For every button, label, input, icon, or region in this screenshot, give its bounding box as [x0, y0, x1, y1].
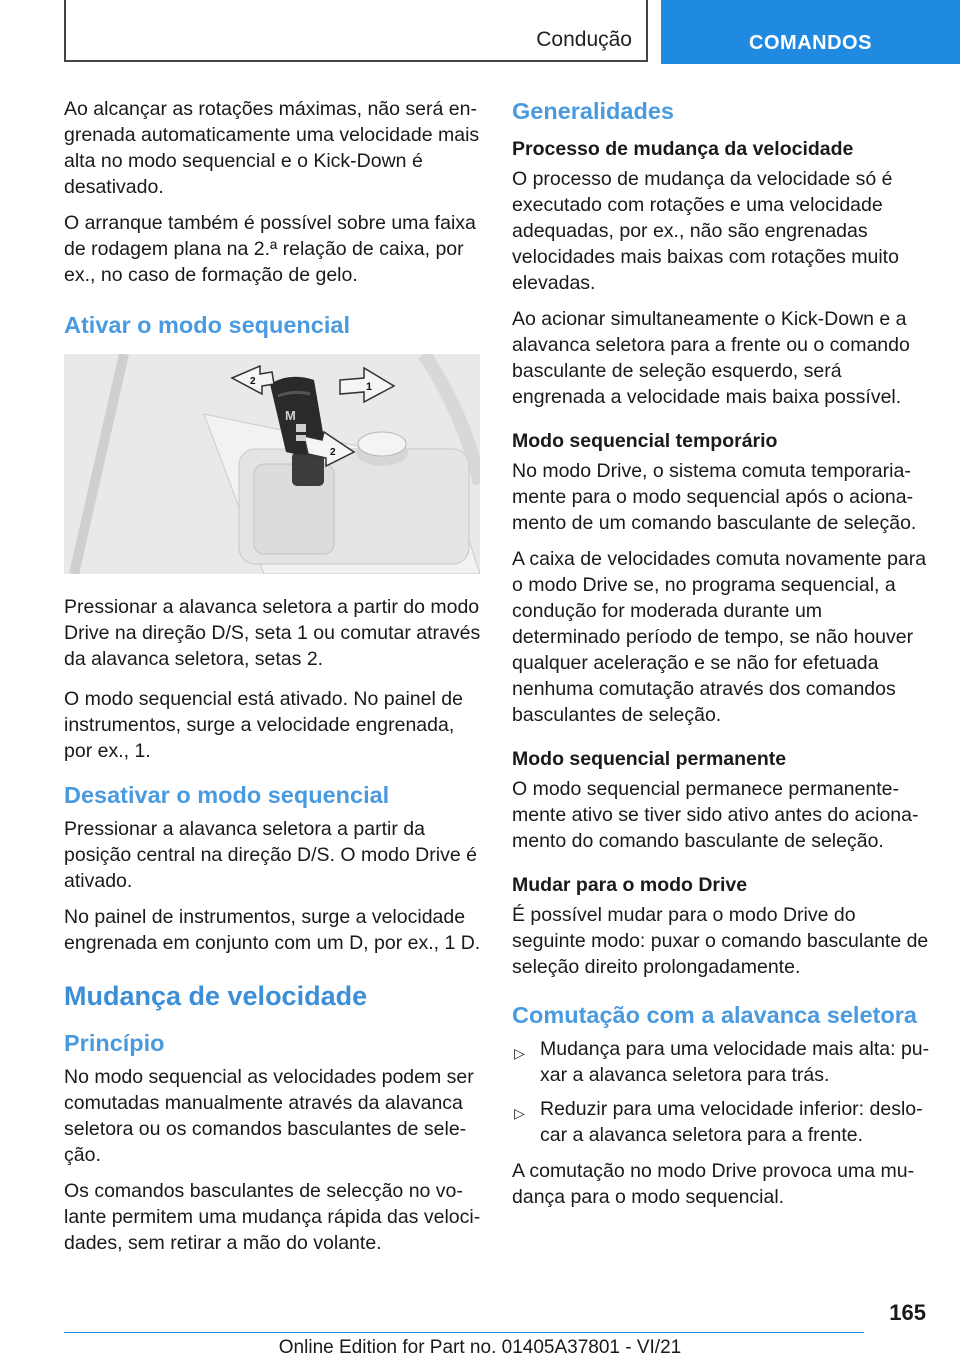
arrow-label: 2	[330, 447, 336, 458]
heading-selector-lever-shifting: Comutação com a alavanca seletora	[512, 1002, 917, 1028]
arrow-label: 1	[366, 381, 373, 393]
list-item-text: Mudança para uma velocidade mais alta: puxar a alavanca seletora para trás.	[540, 1038, 930, 1086]
heading-gear-change: Mudança de velocidade	[64, 981, 368, 1011]
heading-general: Generalidades	[512, 98, 674, 124]
selector-lever-illustration	[64, 354, 480, 574]
paragraph: Ao acionar simultaneamente o Kick-Down e a alavanca seletora para a frente ou o comando basculante de seleção esquerdo, será engrenada a velocidade mais baixa possível.	[512, 308, 910, 408]
paragraph: Os comandos basculantes de selecção no volante permitem uma mudança rápida das velocidades, sem retirar a mão do volante.	[64, 1180, 481, 1254]
header-section-title: Condução	[536, 28, 632, 51]
paragraph: É possível mudar para o modo Drive do seguinte modo: puxar o comando basculante de seleção direito prolongadamente.	[512, 904, 929, 978]
footer-divider	[64, 1332, 864, 1333]
paragraph: A comutação no modo Drive provoca uma mudança para o modo sequencial.	[512, 1160, 915, 1208]
list-item	[512, 1036, 930, 1088]
page-number: 165	[889, 1300, 926, 1325]
paragraph: A caixa de velocidades comuta novamente para o modo Drive se, no programa sequencial, a condução for moderada durante um determinado período de tempo, se não houver qualquer aceleração e se não for efetuada nenhuma comutação através dos comandos basculantes de seleção.	[512, 548, 927, 726]
heading-temporary-sequential: Modo sequencial temporário	[512, 430, 778, 452]
heading-deactivate-sequential: Desativar o modo sequencial	[64, 782, 390, 808]
heading-activate-sequential: Ativar o modo sequencial	[64, 312, 350, 338]
bmw-m-logo: M	[285, 408, 296, 423]
triangle-bullet-icon: ▷	[514, 1105, 525, 1121]
paragraph: O processo de mudança da velocidade só é executado com rotações e uma velocidade adequadas, por ex., não são engrenadas velocidades mais baixas com rotações muito elevadas.	[512, 168, 899, 294]
paragraph: No modo sequencial as velocidades podem ser comutadas manualmente através da alavanca seletora ou os comandos basculantes de seleção.	[64, 1066, 474, 1166]
bullet-list	[512, 1036, 930, 1148]
paragraph: Pressionar a alavanca seletora a partir do modo Drive na direção D/S, seta 1 ou comutar através da alavanca seletora, setas 2.	[64, 596, 481, 670]
paragraph: O modo sequencial permanece permanentemente ativo se tiver sido ativo antes do acionamento do comando basculante de seleção.	[512, 778, 919, 852]
paragraph: No modo Drive, o sistema comuta temporariamente para o modo sequencial após o acionamento de um comando basculante de seleção.	[512, 460, 917, 534]
paragraph: Ao alcançar as rotações máximas, não será engrenada automaticamente uma velocidade mais alta no modo sequencial e o Kick-Down é desativado.	[64, 98, 480, 198]
list-item	[512, 1096, 930, 1148]
left-column	[64, 96, 482, 1266]
page-header	[0, 0, 960, 68]
triangle-bullet-icon: ▷	[514, 1045, 525, 1061]
header-section-box	[64, 0, 648, 62]
footer-edition: Online Edition for Part no. 01405A37801 - VI/21	[278, 1337, 682, 1358]
list-item-text: Reduzir para uma velocidade inferior: deslocar a alavanca seletora para a frente.	[540, 1098, 923, 1146]
paragraph: O modo sequencial está ativado. No painel de instrumentos, surge a velocidade engrenada, por ex., 1.	[64, 688, 463, 762]
selector-lever-drawing	[64, 354, 480, 574]
paragraph: No painel de instrumentos, surge a velocidade engrenada em conjunto com um D, por ex., 1 D.	[64, 906, 481, 954]
arrow-label: 2	[250, 376, 256, 387]
right-column	[512, 96, 930, 1220]
paragraph: Pressionar a alavanca seletora a partir da posição central na direção D/S. O modo Drive é ativado.	[64, 818, 477, 892]
paragraph: O arranque também é possível sobre uma faixa de rodagem plana na 2.ª relação de caixa, por ex., no caso de formação de gelo.	[64, 212, 476, 286]
heading-permanent-sequential: Modo sequencial permanente	[512, 748, 787, 770]
heading-principle: Princípio	[64, 1030, 165, 1056]
header-chapter-tab: COMANDOS	[661, 0, 960, 64]
heading-switch-to-drive: Mudar para o modo Drive	[512, 874, 748, 896]
heading-shift-process: Processo de mudança da velocidade	[512, 138, 854, 160]
